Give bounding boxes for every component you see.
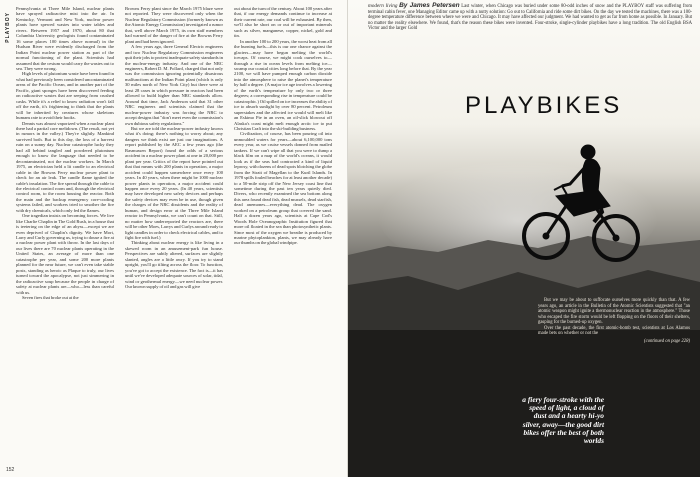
paragraph: A few years ago, three General Electric engineers and two Nuclear Regulatory Commission engineers quit their jobs to protest inadequate safety standards in the nuclear-energy industry. And one of the NRC engineers, Robert D. M. Pollard, charged that not only was the commission ignoring potentially disastrous malfunctions at the Indian Point plant (which is only 30 miles north of New York City) but there were at least 28 cases in which pressure in reactors had been allowed to build higher than NRC standards allow. Around that time, Jack Anderson said that 31 other NRC engineers and scientists claimed that the nuclear-power industry was forcing the NRC to accept designs that "don't meet even the commission's own dubious safety regulations.": [125, 44, 223, 126]
paragraph: One tragedian insists on becoming forces. We live like Charlie Chaplin in The Gold Rush, in a house that is teetering on the edge of an abyss—except we are even deprived of Chaplin's dignity. We have Mort, Larry and Curly governing us, trying to douse a fire at a nuclear power plant with throw. In the last days of our lives there are 70 nuclear plants operating in the United States, an average of more than one catastrophe per year, and some 200 more plants planned for the near future, we can't even take stable posts, standing as heroic as Plaque to truly, our lives turned toward the apocalypse, not just simmering in the radioactive soup because the people in charge of safety at nuclear plants are—who—less than careful with us.: [16, 213, 114, 295]
text-column-2: [125, 6, 223, 290]
paragraph: In another 100 to 200 years, the worst heat from all the burning fuels—this is our one chance against the glaciers—may have begun melting the world's icecaps. Of course, we might cook ourselves to—through a rise in ocean levels from melting ice—swamp our coastal cities long before that. By the year 2100, we will have pumped enough carbon dioxide into the atmosphere to raise the planet's temperature by half a degree. (A major ice age involves a lowering of the earth's temperature by only two or three degrees; a corresponding rise in temperature could be catastrophic.) Oil spilled on ice increases the ability of ice to absorb sunlight by over 80 percent. Petroleum superstakes and the affected ice would will melt like an Eskimo Pie in an oven, an oil-slick blowout off Alaska's coast might melt enough arctic ice to put Christian Craft into the ski-building business.: [234, 38, 332, 131]
paragraph: High levels of plutonium waste have been found in what had previously been considered uncontaminated areas of the Pacific Ocean, and in another part of the Pacific, giant sponges have been discovered feeding on radioactive wastes that are seeping from crushed casks. While it's a relief to know radiation won't fall off the earth, it's frightening to think that the plants will be inherited by creatures whose skeletons humans rate to avoid their hooks.: [16, 71, 114, 121]
text-column-1: [16, 6, 114, 300]
section-tag: PLAYBOY: [5, 12, 11, 43]
continued-on-link[interactable]: (continued on page 228): [644, 338, 690, 344]
article-headline: PLAYBIKES: [465, 92, 623, 119]
paragraph: But we are told the nuclear-power industry knows what it's doing; there's nothing to worry about; any dangers we think exist are just our imaginations. A report published by the AEC a few years ago (the Rasmussen Report) found the odds of a serious accident in a nuclear power plant at one in 20,000 per plant per year. Critics of the report have pointed out that that means with 200 plants in operation, a major accident could happen somewhere once every 100 years. In 40 years, when there might be 1000 nuclear power plants in operation, a major accident could happen once every 20 years. (In 40 years, scientists may have developed new safety devices and perhaps the safety devices may even be in use, though given the charges of the NRC dissidents and the reality of human, and design error at the Three Mile Island reactor in Pennsylvania, we can't count on that. Still, no matter how underreported the reactors are, there will be other Moes, Larrys and Curlys around ready to light candles in order to check electrical cables, and to fight fire with fuel.): [125, 125, 223, 241]
left-page: [0, 0, 348, 477]
paragraph: Over the past decade, the first atomic-bomb test, scientists at Los Alamos made bets on whether or not the: [538, 325, 690, 336]
pull-quote: a fiery four-stroke with the speed of light, a cloud of dust and a hearty hi-yo silver, away—the good dirt bikes offer the best of both worlds: [522, 395, 604, 446]
text-column-3: [234, 6, 332, 246]
page-number: 152: [6, 467, 15, 473]
article-intro: [368, 3, 692, 32]
paragraph: Seven fires that broke out at the: [22, 295, 79, 301]
paragraph: Dennis was almost vaporized when a nuclear plant there had a partial core meltdown. (The result, not yet in rumors in the valley.) They're slightly. Mankind survived both. But to this day, the loss of a harvest ruin on a sunny day. Nuclear catastrophe lucky they had all behind tangled and powdered plutonium enough to know the language that needed to be decontaminated, not the nuclear workers. In March 1975, an electrician held a lit candle to an electrical cable in the Browns Ferry nuclear power plant to check for an air leak. The candle flame ignited the cable's insulation. The fire spread through the cable to the electrical control room and, through the electrical control room, to the room housing the reactor. Both the main and the backup emergency core-cooling systems failed, and workers tried to smother the fire with dry chemicals, which only fed the flames.: [16, 120, 114, 213]
paragraph: Thinking about nuclear energy is like living in a skewed room in an amusement-park fun house. Perspectives are subtly altered, surfaces are slightly slanted, angles are a little awry. If you try to stand upright, you'll go tilting across the floor. To function, you've got to accept the existence. The fact is—it has until we've developed adequate sources of solar, tidal, wind or geothermal energy—we need nuclear power. Our known supply of oil and gas will give: [125, 240, 223, 290]
department-label: modern living: [368, 3, 398, 9]
intro-text: Last winter, when Chicago was buried under some 80-odd inches of snow and the PLAYBOY staff was suffering from terminal cabin fever, one Managing Editor came up with a nutty solution: Go out to California and ride some dirt bikes. On the day we tested the machines, there was a 100-degree temperature difference between where we were and Chicago. It may have affected our judgment. We had wanted to get as far from home as possible. In January. But no matter the reality elsewhere. We found, that's the reason these bikes were invented. Four-stroke, single-cylinder playbikes have a long tradition. The old English BSA Victor and the larger Gold: [368, 4, 693, 31]
paragraph: But we may be about to suffocate ourselves more quickly than that. A few years ago, an article in the Bulletin of the Atomic Scientists suggested that "an atomic weapon might ignite a thermonuclear reaction in the atmosphere." Those who escaped the fire storm would be left flopping on the floors of their shelters, gasping for the burned-up oxygen.: [538, 298, 690, 325]
paragraph: Civilization, of course, has been pouring oil into unmoulded waters for years—about 6,100,000 tons every year, as we cruise vessels donned from mailed tankers. If we can't wipe all that you were to dump a black film on a map of the world's oceans, it would look as if the seas had contracted a kind of liquid leprosy, with dozens of dead spots blotching the globe from the Strait of Magellan to the Kuril Islands. In 1978 spills fouled beaches for at least another decade) to a 50-mile strip off the New Jersey coast line that sometime during the past ten years quietly died. Divers, who recently examined the sea bottom along this area found dead fish, dead mussels, dead starfish, dead anemones—everything dead. The oxygen worked on a petroleum group that covered the sand. Half a dozen years ago, scientists at Cape Cod's Woods Hole Oceanographic Institution figured that more oil floated in the sea than photosynthetic plants. Since most of the oxygen we breathe is produced by marine phytoplankton, plants, we may already have our thumbs on the global windpipe.: [234, 131, 332, 246]
paragraph: out about the turn of the century. About 100 years after that, if our energy demands continue to increase at their current rate, our coal will be exhausted. By then, we'll also be short on or out of important minerals such as silver, manganese, copper, nickel, gold and tin.: [234, 6, 332, 39]
right-page: [348, 0, 700, 477]
byline: By James Petersen: [399, 2, 460, 9]
paragraph: Browns Ferry plant since the March 1975 blaze were not reported. They were discovered only when the Nuclear Regulatory Commission (formerly known as the Atomic Energy Commission) investigated a rumor that, well above March 1975, its own staff members had warned of the danger of fire at the Browns Ferry plant and had been ignored.: [125, 6, 223, 44]
continued-text-column: [538, 298, 690, 344]
paragraph: Pennsylvania at Three Mile Island, nuclear plants have sprayed radioactive mist into the air. In Kentucky, Vermont and New York, nuclear power plants have spewed wastes into water tables and rivers. Between 1957 and 1970, about 80 that Columbia University geologists found contaminated 16 some places 100 times above normal) in the Hudson River were evidently discharged from the Indian Point nuclear power station as part of the normal functioning of the plant. Scientists had assumed that the cesium would carry the wastes out to sea. They were wrong.: [16, 6, 114, 71]
